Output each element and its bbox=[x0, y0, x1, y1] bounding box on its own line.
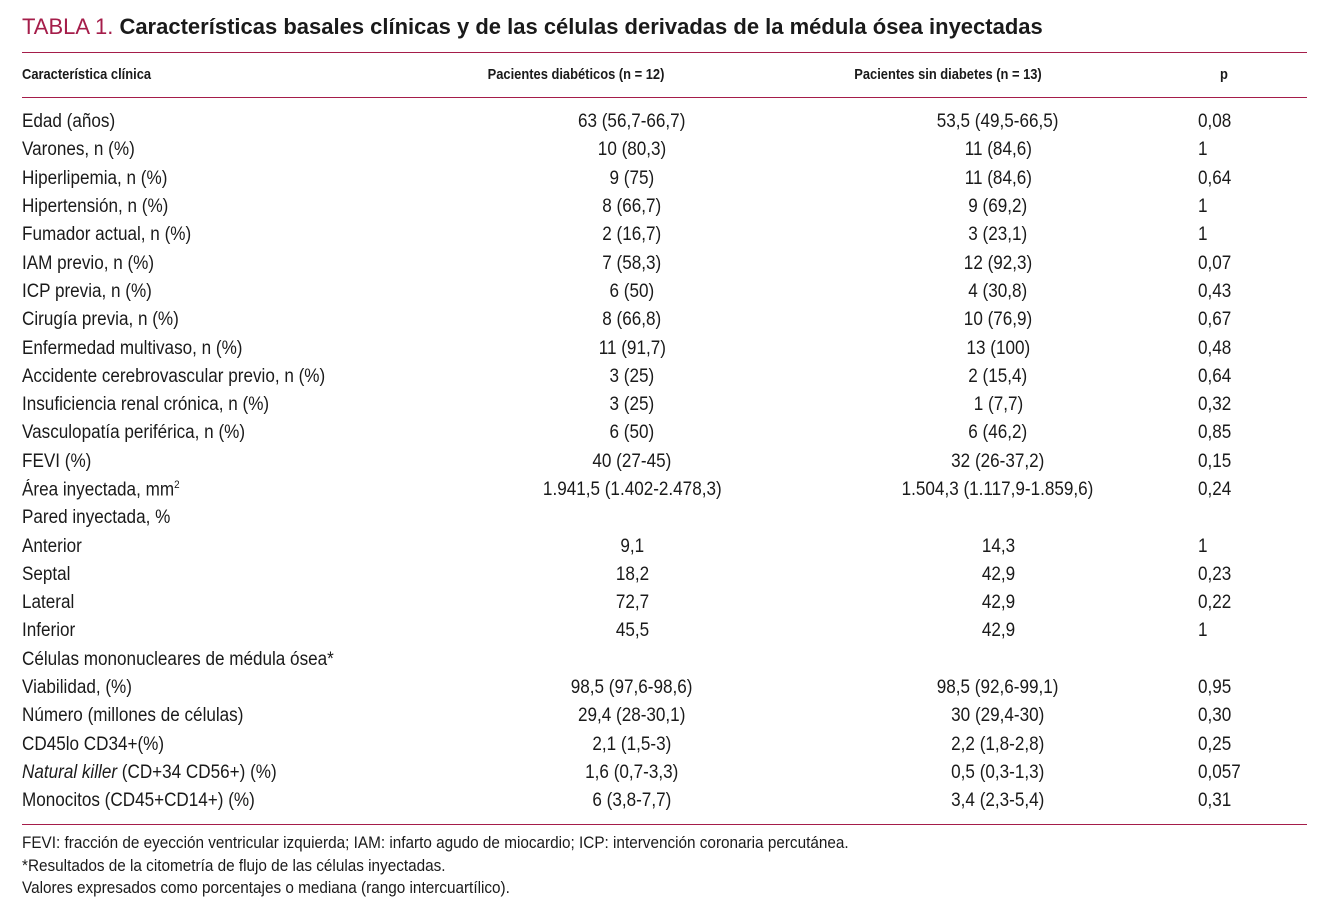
row-diabetic-value: 1.941,5 (1.402-2.478,3) bbox=[542, 479, 722, 500]
footnote-cytometry: *Resultados de la citometría de flujo de las células inyectadas. bbox=[22, 855, 446, 875]
row-non-diabetic-value: 11 (84,6) bbox=[964, 139, 1032, 161]
row-diabetic-value: 7 (58,3) bbox=[602, 252, 662, 274]
row-characteristic: Número (millones de células) bbox=[22, 705, 244, 727]
row-characteristic: Monocitos (CD45+CD14+) (%) bbox=[22, 790, 255, 812]
table-row bbox=[22, 504, 1307, 532]
row-diabetic-value: 6 (50) bbox=[609, 422, 655, 444]
row-diabetic-value: 6 (50) bbox=[609, 280, 655, 302]
row-non-diabetic-value: 32 (26-37,2) bbox=[951, 450, 1045, 472]
row-diabetic-value: 9,1 bbox=[620, 535, 644, 557]
table-footnotes bbox=[22, 832, 940, 900]
row-non-diabetic-value: 1.504,3 (1.117,9-1.859,6) bbox=[902, 479, 1094, 500]
row-characteristic: Insuficiencia renal crónica, n (%) bbox=[22, 394, 270, 416]
row-p-value: 0,64 bbox=[1198, 365, 1232, 387]
row-characteristic: FEVI (%) bbox=[22, 450, 92, 472]
row-non-diabetic-value: 0,5 (0,3-1,3) bbox=[951, 761, 1045, 783]
footnote-abbreviations: FEVI: fracción de eyección ventricular izquierda; IAM: infarto agudo de miocardio; ICP: intervención coronaria percutánea. bbox=[22, 833, 849, 852]
row-non-diabetic-value: 3 (23,1) bbox=[968, 224, 1028, 246]
row-p-value: 0,85 bbox=[1198, 422, 1232, 444]
row-non-diabetic-value: 42,9 bbox=[981, 620, 1015, 642]
row-characteristic: Accidente cerebrovascular previo, n (%) bbox=[22, 365, 326, 387]
row-diabetic-value: 9 (75) bbox=[609, 167, 655, 189]
row-non-diabetic-value: 6 (46,2) bbox=[968, 422, 1028, 444]
row-non-diabetic-value: 2 (15,4) bbox=[968, 365, 1028, 387]
row-non-diabetic-value: 13 (100) bbox=[966, 337, 1030, 359]
row-non-diabetic-value bbox=[798, 646, 1198, 674]
row-diabetic-value: 6 (3,8-7,7) bbox=[592, 790, 672, 812]
row-characteristic: ICP previa, n (%) bbox=[22, 280, 152, 302]
row-non-diabetic-value: 9 (69,2) bbox=[968, 196, 1028, 218]
row-p-value: 0,22 bbox=[1198, 592, 1232, 614]
table-row bbox=[22, 108, 1307, 136]
table-row bbox=[22, 419, 1307, 447]
table-row bbox=[22, 306, 1307, 334]
row-diabetic-value: 2 (16,7) bbox=[602, 224, 662, 246]
table-row bbox=[22, 221, 1307, 249]
row-diabetic-value: 72,7 bbox=[615, 592, 649, 614]
table-row bbox=[22, 702, 1307, 730]
row-non-diabetic-value: 98,5 (92,6-99,1) bbox=[937, 677, 1059, 699]
row-diabetic-value: 63 (56,7-66,7) bbox=[578, 111, 686, 133]
row-non-diabetic-value: 10 (76,9) bbox=[963, 309, 1033, 331]
header-p-value: p bbox=[1220, 66, 1228, 83]
row-characteristic: Hipertensión, n (%) bbox=[22, 196, 169, 218]
table-row bbox=[22, 193, 1307, 221]
row-diabetic-value: 29,4 (28-30,1) bbox=[578, 705, 686, 727]
row-characteristic: Enfermedad multivaso, n (%) bbox=[22, 337, 243, 359]
row-diabetic-value: 1,6 (0,7-3,3) bbox=[585, 761, 679, 783]
table-number: TABLA 1. bbox=[22, 14, 114, 39]
table-row bbox=[22, 617, 1307, 645]
header-rule bbox=[22, 97, 1307, 98]
row-non-diabetic-value: 11 (84,6) bbox=[964, 167, 1032, 189]
row-p-value: 0,32 bbox=[1198, 394, 1232, 416]
row-p-value: 0,15 bbox=[1198, 450, 1232, 472]
row-non-diabetic-value: 42,9 bbox=[981, 563, 1015, 585]
row-non-diabetic-value: 14,3 bbox=[981, 535, 1015, 557]
table-row bbox=[22, 646, 1307, 674]
table-row bbox=[22, 391, 1307, 419]
table-row bbox=[22, 532, 1307, 560]
footnote-values: Valores expresados como porcentajes o mediana (rango intercuartílico). bbox=[22, 878, 510, 897]
row-characteristic: Pared inyectada, % bbox=[22, 507, 171, 529]
table-row bbox=[22, 165, 1307, 193]
row-characteristic: Fumador actual, n (%) bbox=[22, 224, 192, 246]
row-characteristic: Varones, n (%) bbox=[22, 139, 135, 161]
row-diabetic-value: 8 (66,8) bbox=[602, 309, 662, 331]
row-characteristic: Edad (años) bbox=[22, 111, 116, 133]
table-row bbox=[22, 278, 1307, 306]
row-characteristic: Viabilidad, (%) bbox=[22, 677, 132, 699]
row-p-value: 0,057 bbox=[1198, 761, 1241, 783]
row-non-diabetic-value: 1 (7,7) bbox=[973, 394, 1023, 416]
row-diabetic-value: 18,2 bbox=[615, 563, 649, 585]
table-row bbox=[22, 249, 1307, 277]
row-p-value: 1 bbox=[1198, 139, 1208, 161]
table-row bbox=[22, 589, 1307, 617]
table-row bbox=[22, 674, 1307, 702]
row-characteristic: Cirugía previa, n (%) bbox=[22, 309, 179, 331]
row-p-value: 1 bbox=[1198, 535, 1208, 557]
row-characteristic: Inferior bbox=[22, 620, 76, 642]
row-p-value: 0,08 bbox=[1198, 111, 1232, 133]
row-diabetic-value: 3 (25) bbox=[609, 394, 655, 416]
table-title bbox=[22, 14, 1043, 40]
data-table bbox=[22, 108, 1307, 815]
table-row bbox=[22, 787, 1307, 815]
row-non-diabetic-value bbox=[798, 504, 1198, 532]
bottom-rule bbox=[22, 824, 1307, 825]
table-row bbox=[22, 363, 1307, 391]
top-rule bbox=[22, 52, 1307, 53]
row-characteristic: Lateral bbox=[22, 592, 75, 614]
row-p-value: 0,31 bbox=[1198, 790, 1232, 812]
row-non-diabetic-value: 30 (29,4-30) bbox=[951, 705, 1045, 727]
row-p-value: 0,24 bbox=[1198, 479, 1232, 500]
row-diabetic-value: 45,5 bbox=[615, 620, 649, 642]
row-p-value: 0,48 bbox=[1198, 337, 1232, 359]
row-p-value bbox=[1198, 646, 1307, 674]
row-p-value bbox=[1198, 504, 1307, 532]
row-diabetic-value bbox=[466, 504, 798, 532]
table-row bbox=[22, 476, 1307, 504]
table-caption: Características basales clínicas y de las células derivadas de la médula ósea inyectadas bbox=[119, 14, 1043, 39]
table-row bbox=[22, 136, 1307, 164]
row-diabetic-value: 10 (80,3) bbox=[597, 139, 667, 161]
header-non-diabetic: Pacientes sin diabetes (n = 13) bbox=[854, 66, 1042, 83]
row-p-value: 0,30 bbox=[1198, 705, 1232, 727]
table-row bbox=[22, 561, 1307, 589]
row-p-value: 0,64 bbox=[1198, 167, 1232, 189]
row-p-value: 0,95 bbox=[1198, 677, 1232, 699]
header-diabetic: Pacientes diabéticos (n = 12) bbox=[487, 66, 665, 83]
row-diabetic-value: 3 (25) bbox=[609, 365, 655, 387]
row-non-diabetic-value: 42,9 bbox=[981, 592, 1015, 614]
row-diabetic-value: 98,5 (97,6-98,6) bbox=[571, 677, 693, 699]
row-p-value: 1 bbox=[1198, 620, 1208, 642]
table-row bbox=[22, 759, 1307, 787]
row-p-value: 0,67 bbox=[1198, 309, 1232, 331]
row-characteristic: Natural killer (CD+34 CD56+) (%) bbox=[22, 761, 277, 783]
row-non-diabetic-value: 2,2 (1,8-2,8) bbox=[951, 733, 1045, 755]
header-characteristic: Característica clínica bbox=[22, 66, 152, 83]
table-row bbox=[22, 448, 1307, 476]
row-non-diabetic-value: 4 (30,8) bbox=[968, 280, 1028, 302]
row-characteristic: Área inyectada, $mm^2$ bbox=[22, 478, 180, 501]
row-non-diabetic-value: 53,5 (49,5-66,5) bbox=[937, 111, 1059, 133]
row-characteristic: IAM previo, n (%) bbox=[22, 252, 155, 274]
row-characteristic: CD45lo CD34+(%) bbox=[22, 733, 165, 755]
row-diabetic-value: 2,1 (1,5-3) bbox=[592, 733, 672, 755]
row-p-value: 0,25 bbox=[1198, 733, 1232, 755]
row-diabetic-value bbox=[466, 646, 798, 674]
row-non-diabetic-value: 12 (92,3) bbox=[963, 252, 1033, 274]
row-p-value: 0,43 bbox=[1198, 280, 1232, 302]
row-non-diabetic-value: 3,4 (2,3-5,4) bbox=[951, 790, 1045, 812]
row-characteristic: Anterior bbox=[22, 535, 82, 557]
row-p-value: 1 bbox=[1198, 224, 1208, 246]
row-characteristic: Septal bbox=[22, 563, 71, 585]
row-diabetic-value: 40 (27-45) bbox=[592, 450, 672, 472]
row-characteristic: Vasculopatía periférica, n (%) bbox=[22, 422, 246, 444]
row-p-value: 0,07 bbox=[1198, 252, 1232, 274]
row-p-value: 1 bbox=[1198, 196, 1208, 218]
table-row bbox=[22, 334, 1307, 362]
row-characteristic: Células mononucleares de médula ósea* bbox=[22, 648, 334, 670]
row-p-value: 0,23 bbox=[1198, 563, 1232, 585]
table-row bbox=[22, 731, 1307, 759]
row-diabetic-value: 11 (91,7) bbox=[598, 337, 666, 359]
row-diabetic-value: 8 (66,7) bbox=[602, 196, 662, 218]
row-characteristic: Hiperlipemia, n (%) bbox=[22, 167, 168, 189]
